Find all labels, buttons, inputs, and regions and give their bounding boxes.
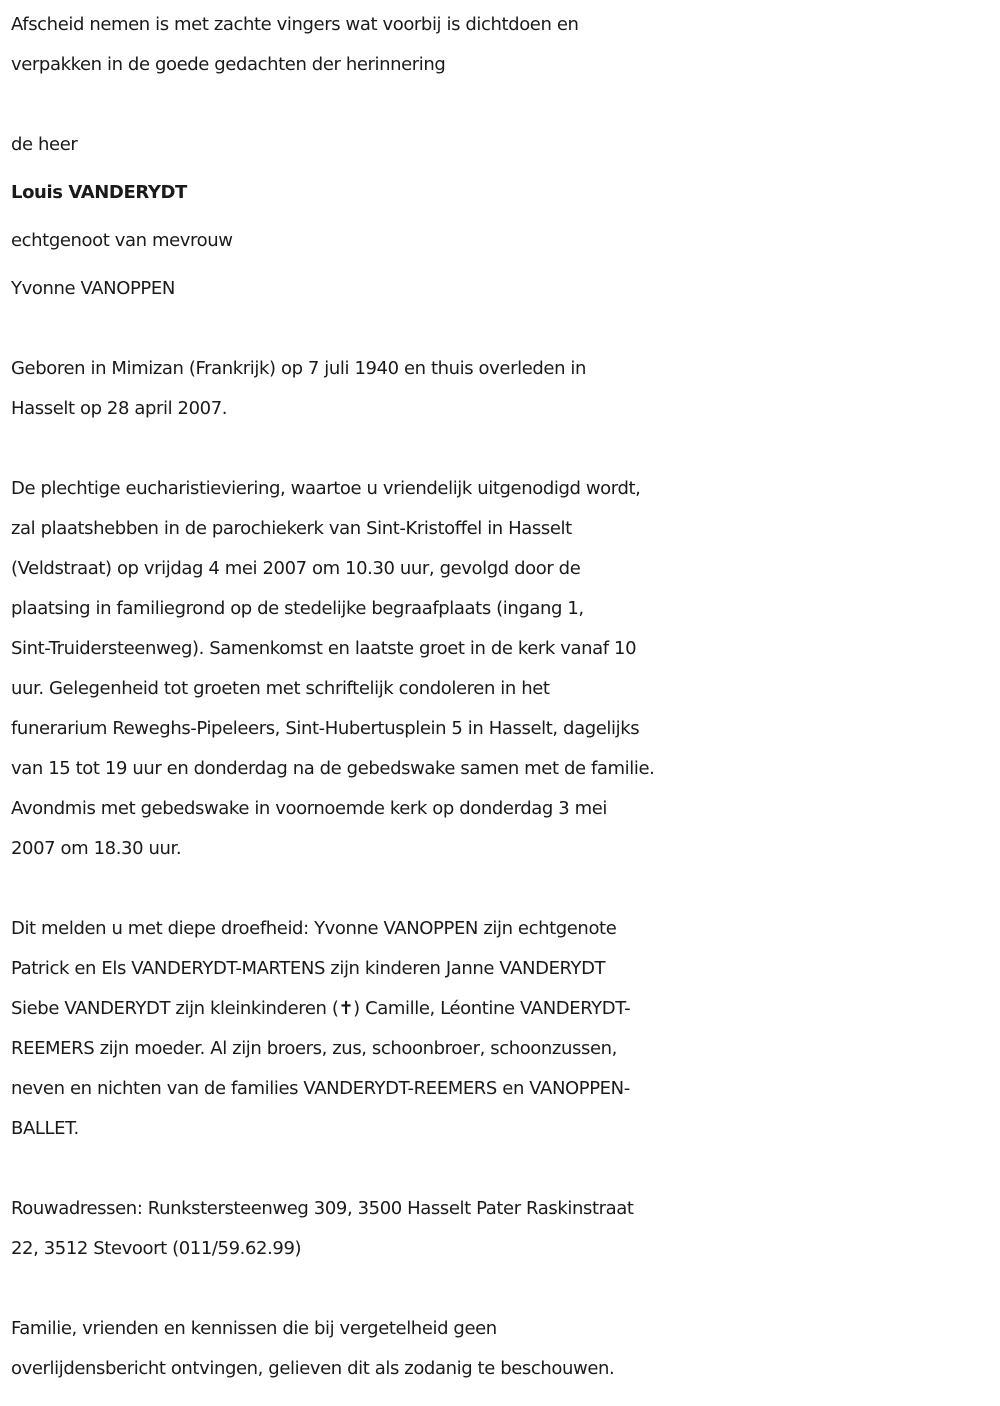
- text-line: REEMERS zijn moeder. Al zijn broers, zus, schoonbroer, schoonzussen,: [11, 1038, 617, 1059]
- text-line: BALLET.: [11, 1118, 79, 1139]
- quote-line: Afscheid nemen is met zachte vingers wat voorbij is dichtdoen en: [11, 14, 579, 35]
- text-line: neven en nichten van de families VANDERYDT-REEMERS en VANOPPEN-: [11, 1078, 630, 1099]
- text-line: zal plaatshebben in de parochiekerk van Sint-Kristoffel in Hasselt: [11, 518, 572, 539]
- announcement-paragraph: [11, 909, 996, 1149]
- text-line: Familie, vrienden en kennissen die bij vergetelheid geen: [11, 1318, 497, 1339]
- obituary-document: [11, 5, 996, 1389]
- quote-line: verpakken in de goede gedachten der herinnering: [11, 54, 446, 75]
- deceased-block: [11, 125, 996, 309]
- text-line: van 15 tot 19 uur en donderdag na de gebedswake samen met de familie.: [11, 758, 655, 779]
- text-line: Sint-Truidersteenweg). Samenkomst en laatste groet in de kerk vanaf 10: [11, 638, 637, 659]
- text-line: Avondmis met gebedswake in voornoemde kerk op donderdag 3 mei: [11, 798, 608, 819]
- text-line: De plechtige eucharistieviering, waartoe u vriendelijk uitgenodigd wordt,: [11, 478, 641, 499]
- text-line: Geboren in Mimizan (Frankrijk) op 7 juli 1940 en thuis overleden in: [11, 358, 587, 379]
- closing-paragraph: [11, 1309, 996, 1389]
- text-line: plaatsing in familiegrond op de stedelijke begraafplaats (ingang 1,: [11, 598, 584, 619]
- text-line: Patrick en Els VANDERYDT-MARTENS zijn kinderen Janne VANDERYDT: [11, 958, 606, 979]
- text-line: overlijdensbericht ontvingen, gelieven dit als zodanig te beschouwen.: [11, 1358, 615, 1379]
- birth-death-paragraph: [11, 349, 996, 429]
- text-line: Siebe VANDERYDT zijn kleinkinderen (✝) Camille, Léontine VANDERYDT-: [11, 998, 631, 1019]
- text-line: (Veldstraat) op vrijdag 4 mei 2007 om 10.30 uur, gevolgd door de: [11, 558, 581, 579]
- text-line: funerarium Reweghs-Pipeleers, Sint-Hubertusplein 5 in Hasselt, dagelijks: [11, 718, 640, 739]
- relation-text: echtgenoot van mevrouw: [11, 230, 233, 251]
- deceased-name: Louis VANDERYDT: [11, 182, 187, 203]
- ceremony-paragraph: [11, 469, 996, 869]
- text-line: Rouwadressen: Runkstersteenweg 309, 3500 Hasselt Pater Raskinstraat: [11, 1198, 634, 1219]
- salutation: de heer: [11, 134, 78, 155]
- spouse-name: Yvonne VANOPPEN: [11, 278, 175, 299]
- text-line: 22, 3512 Stevoort (011/59.62.99): [11, 1238, 302, 1259]
- text-line: Dit melden u met diepe droefheid: Yvonne VANOPPEN zijn echtgenote: [11, 918, 617, 939]
- text-line: Hasselt op 28 april 2007.: [11, 398, 228, 419]
- opening-quote: [11, 5, 996, 85]
- text-line: uur. Gelegenheid tot groeten met schriftelijk condoleren in het: [11, 678, 550, 699]
- addresses-paragraph: [11, 1189, 996, 1269]
- text-line: 2007 om 18.30 uur.: [11, 838, 182, 859]
